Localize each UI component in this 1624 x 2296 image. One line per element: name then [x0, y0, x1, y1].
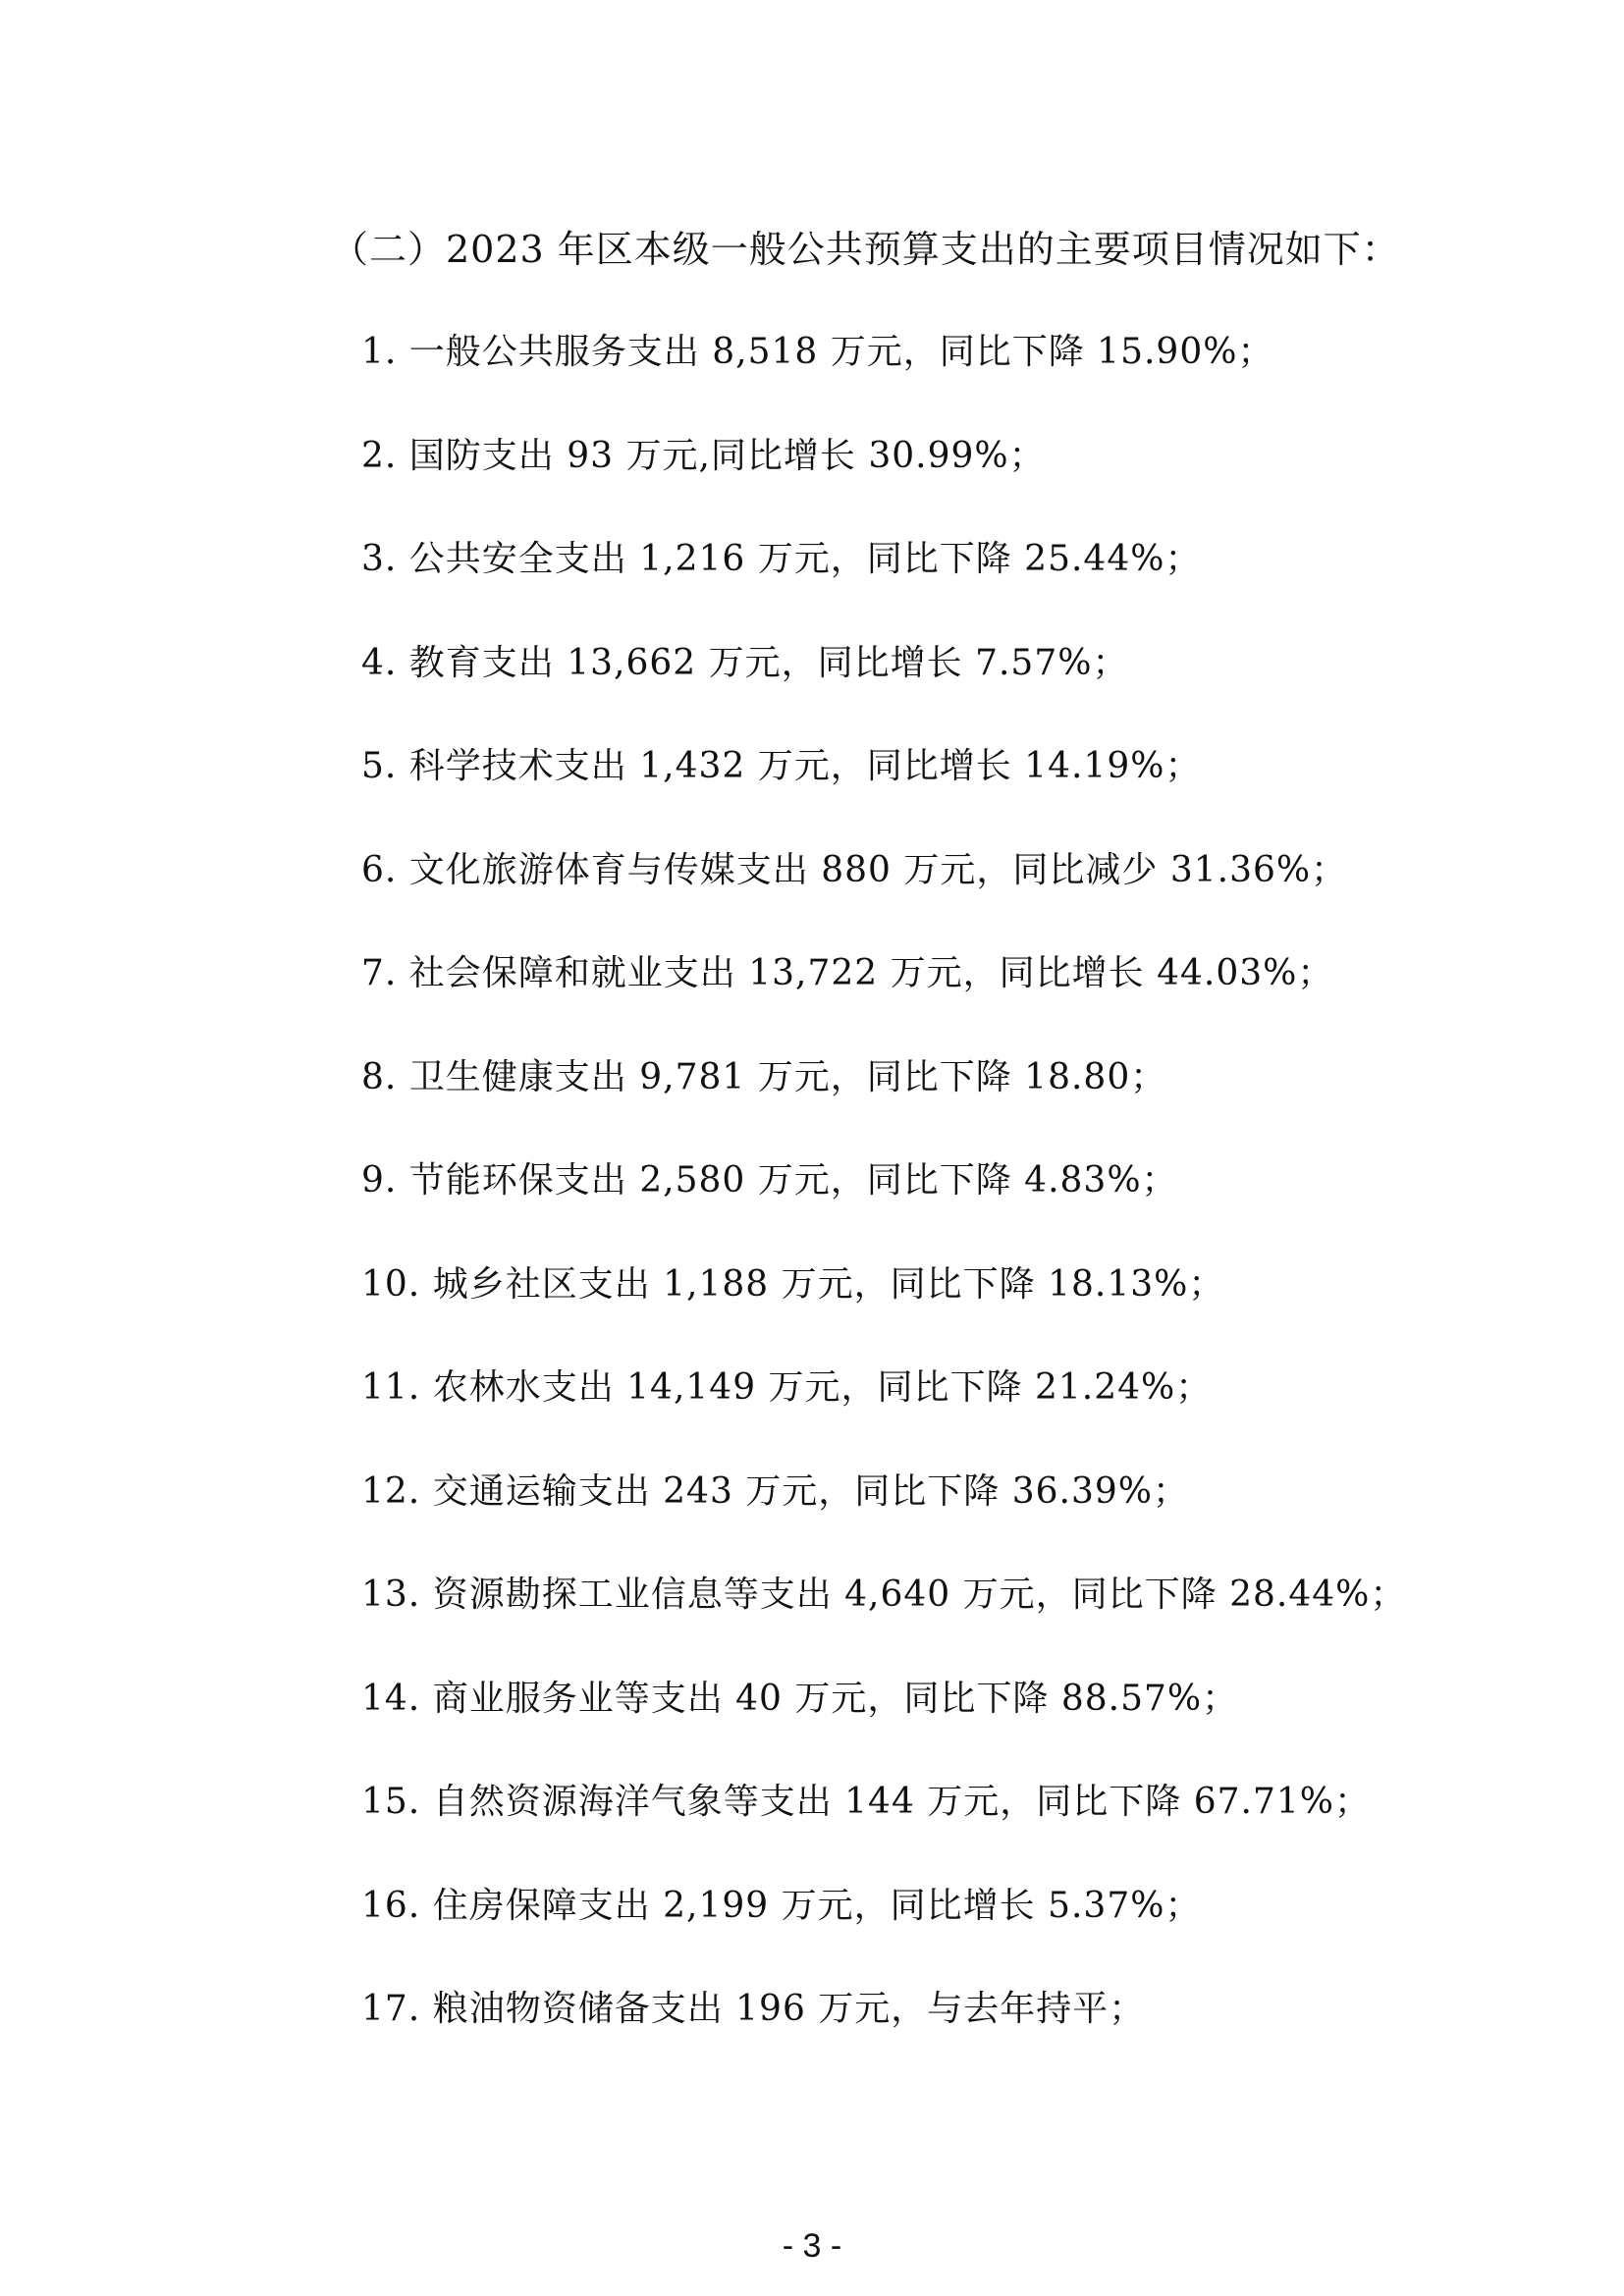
list-item: 13. 资源勘探工业信息等支出 4,640 万元，同比下降 28.44%；: [361, 1575, 1407, 1615]
list-item: 9. 节能环保支出 2,580 万元，同比下降 4.83%；: [361, 1160, 1178, 1201]
list-item: 8. 卫生健康支出 9,781 万元，同比下降 18.80；: [361, 1056, 1167, 1097]
list-item: 16. 住房保障支出 2,199 万元，同比增长 5.37%；: [361, 1885, 1202, 1926]
list-item: 17. 粮油物资储备支出 196 万元，与去年持平；: [361, 1989, 1146, 2029]
list-item: 7. 社会保障和就业支出 13,722 万元，同比增长 44.03%；: [361, 953, 1334, 993]
expenditure-list: [361, 327, 1406, 2088]
list-item: 11. 农林水支出 14,149 万元，同比下降 21.24%；: [361, 1367, 1213, 1408]
list-item: 1. 一般公共服务支出 8,518 万元，同比下降 15.90%；: [361, 332, 1274, 372]
list-item: 12. 交通运输支出 243 万元，同比下降 36.39%；: [361, 1470, 1190, 1512]
list-item: 4. 教育支出 13,662 万元，同比增长 7.57%；: [361, 642, 1129, 683]
list-item: 5. 科学技术支出 1,432 万元，同比增长 14.19%；: [361, 746, 1202, 786]
list-item: 10. 城乡社区支出 1,188 万元，同比下降 18.13%；: [361, 1263, 1225, 1305]
section-heading: （二）2023 年区本级一般公共预算支出的主要项目情况如下：: [331, 228, 1400, 271]
page-number: - 3 -: [782, 2227, 842, 2265]
list-item: 2. 国防支出 93 万元,同比增长 30.99%；: [361, 435, 1046, 476]
list-item: 6. 文化旅游体育与传媒支出 880 万元，同比减少 31.36%；: [361, 849, 1348, 890]
list-item: 15. 自然资源海洋气象等支出 144 万元，同比下降 67.71%；: [361, 1782, 1372, 1822]
list-item: 14. 商业服务业等支出 40 万元，同比下降 88.57%；: [361, 1678, 1239, 1719]
list-item: 3. 公共安全支出 1,216 万元，同比下降 25.44%；: [361, 539, 1202, 579]
